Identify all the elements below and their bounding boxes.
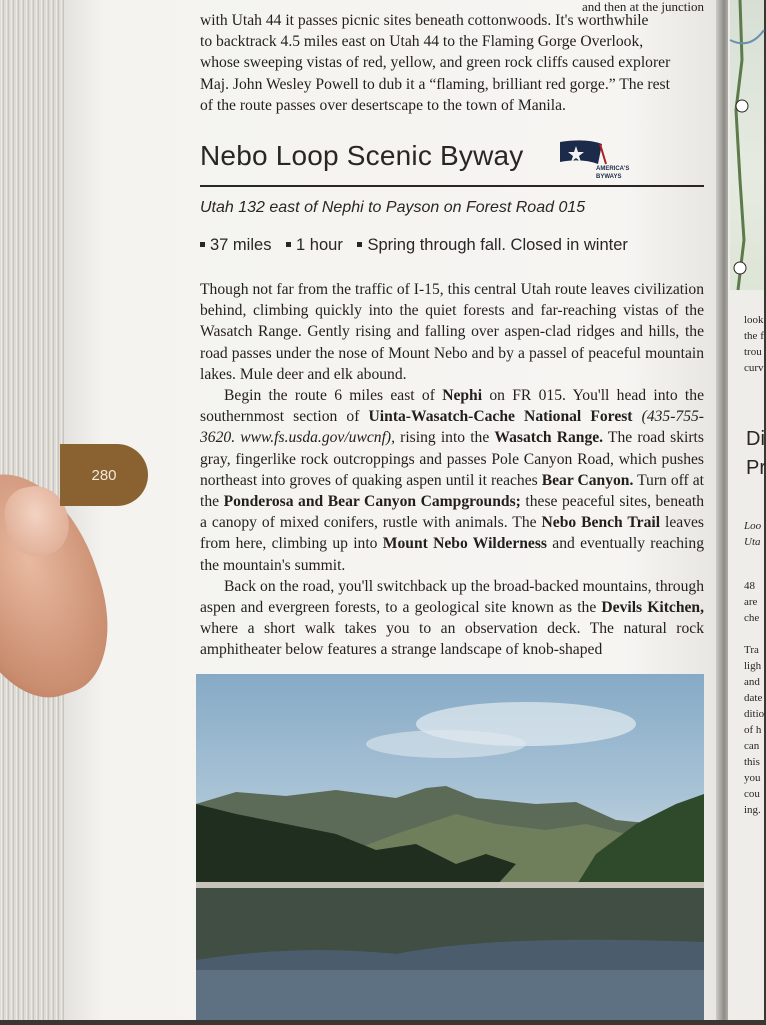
paragraph-2: Begin the route 6 miles east of Nephi on FR 015. You'll head into the southernmost section of Uinta-Wasatch-Cache National Forest (435-755-3620. www.fs.usda.gov/uwcnf), rising into the Wasatch Range. The road skirts gray, fingerlike rock outcroppings and passes Pole Canyon Road, which pushes northeast into groves of quaking aspen until it reaches Bear Canyon. Turn off at the Ponderosa and Bear Canyon Campgrounds; these peaceful sites, beneath a canopy of mixed conifers, rustle with animals. The Nebo Bench Trail leaves from here, climbing up into Mount Nebo Wilderness and eventually reaching the mountain's summit.: [200, 387, 705, 574]
intro-line: whose sweeping vistas of red, yellow, and green rock cliffs caused explorer: [200, 54, 671, 72]
title-divider: [200, 185, 704, 187]
fact-duration: 1 hour: [286, 236, 343, 254]
main-text: [200, 279, 704, 661]
next-page-text-top: look the f trou curv: [744, 314, 764, 374]
paragraph-1: Though not far from the traffic of I-15, this central Utah route leaves civilization behind, climbing quickly into the quiet forests and far-reaching vistas of the Wasatch Range. Gently rising and falling over aspen-clad ridges and hills, the road passes under the nose of Mount Nebo and by a passel of peaceful mountain lakes. Mule deer and elk abound.: [200, 281, 704, 383]
route-description: Utah 132 east of Nephi to Payson on Forest Road 015: [200, 199, 586, 216]
svg-text:BYWAYS: BYWAYS: [596, 174, 622, 180]
intro-line: to backtrack 4.5 miles east on Utah 44 to the Flaming Gorge Overlook,: [200, 33, 644, 51]
intro-line: of the route passes over desertscape to the town of Manila.: [200, 96, 566, 114]
page-number-tab: [60, 444, 148, 506]
intro-line: with Utah 44 it passes picnic sites beneath cottonwoods. It's worthwhile: [200, 12, 649, 29]
svg-text:AMERICA'S: AMERICA'S: [596, 166, 630, 172]
next-page-map: [730, 0, 764, 290]
next-page-heading: Di Pr: [746, 428, 766, 479]
page-number: 280: [91, 466, 117, 484]
next-page-route: Loo Uta: [744, 520, 762, 548]
trip-facts: [200, 236, 638, 255]
lake-mountain-photo: [196, 674, 704, 1020]
paragraph-3: Back on the road, you'll switchback up the broad-backed mountains, through aspen and evergreen forests, to a geological site known as the Devils Kitchen, where a short walk takes you to an observation deck. The natural rock amphitheater below features a strange landscape of knob-shaped: [200, 577, 704, 659]
next-page-text-bottom: 48 are che Tra ligh and date ditio of h can this you cou ing.: [744, 580, 765, 816]
fact-distance: 37 miles: [200, 236, 271, 254]
intro-paragraph: [200, 0, 704, 116]
americas-byways-logo: [556, 138, 630, 182]
intro-line: Maj. John Wesley Powell to dub it a “flaming, brilliant red gorge.” The rest: [200, 75, 670, 93]
fact-season: Spring through fall. Closed in winter: [357, 236, 627, 254]
section-title-row: [200, 138, 704, 186]
section-title: Nebo Loop Scenic Byway: [200, 140, 524, 171]
intro-fragment: and then at the junction: [581, 0, 704, 14]
